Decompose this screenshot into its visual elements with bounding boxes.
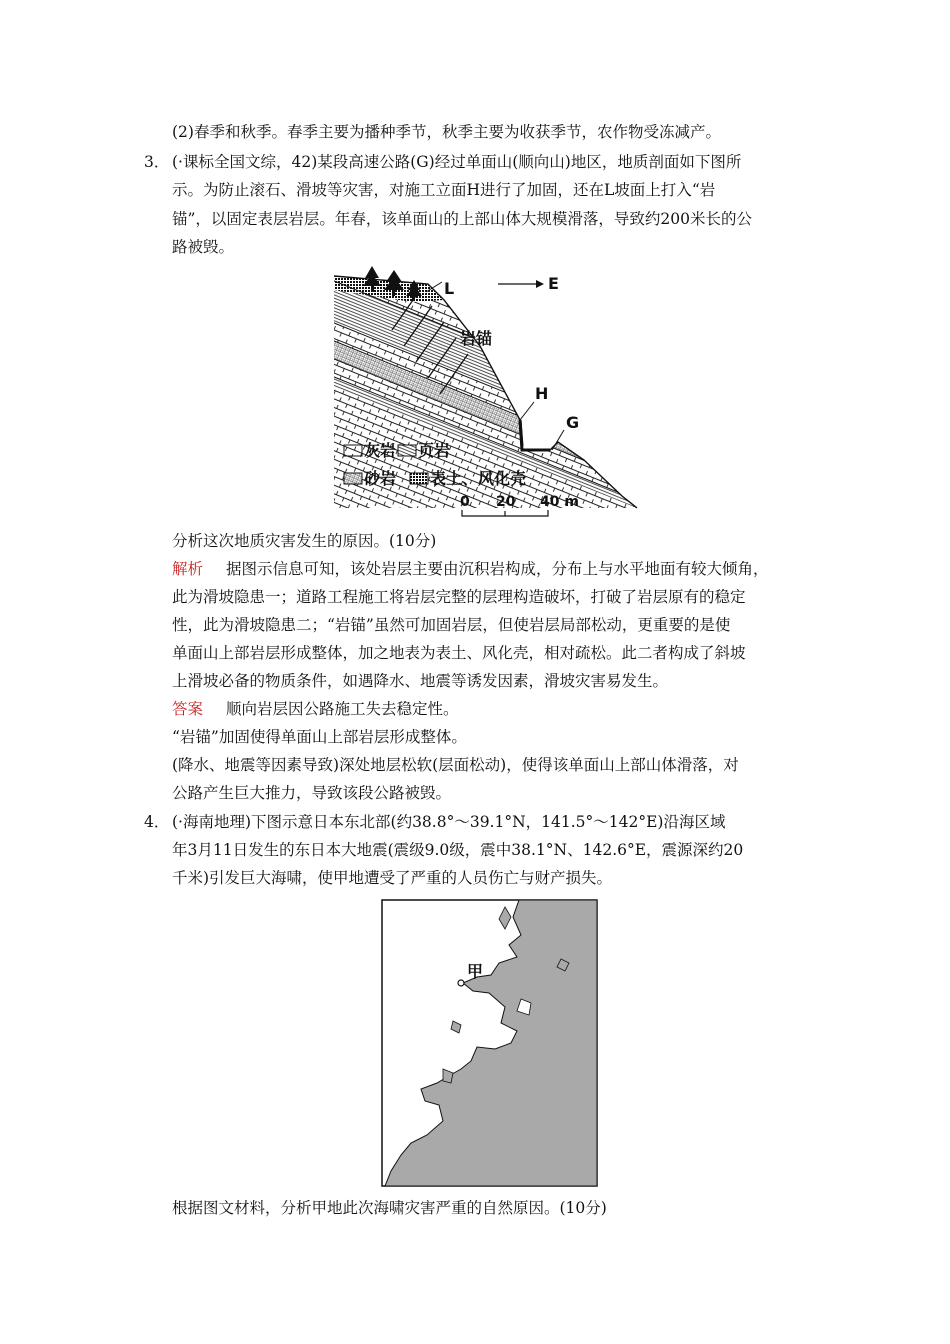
q4-line-1: (·海南地理)下图示意日本东北部(约38.8°～39.1°N，141.5°～142°E)沿海区域 [172, 813, 726, 831]
analysis-line-1: 据图示信息可知，该处岩层主要由沉积岩构成，分布上与水平地面有较大倾角， [226, 560, 769, 578]
answer-line-1: 顺向岩层因公路施工失去稳定性。 [226, 700, 459, 718]
q3-number: 3． [144, 153, 170, 171]
label-rock-anchor: 岩锚 [460, 329, 493, 348]
legend-sandstone: 砂岩 [364, 469, 397, 488]
analysis-line-2: 此为滑坡隐患一；道路工程施工将岩层完整的层理构造破坏，打破了岩层原有的稳定 [172, 588, 746, 606]
answer-line-4: 公路产生巨大推力，导致该段公路被毁。 [172, 784, 452, 802]
label-G: G [566, 413, 580, 432]
q4-question: 根据图文材料，分析甲地此次海啸灾害严重的自然原因。(10分) [172, 1199, 607, 1217]
q4-number: 4． [144, 813, 170, 831]
label-E: E [548, 274, 559, 293]
analysis-line-4: 单面山上部岩层形成整体，加之地表为表土、风化壳，相对疏松。此二者构成了斜坡 [172, 644, 746, 662]
scale-20: 20 [496, 494, 516, 510]
label-L: L [444, 279, 455, 298]
answer-label: 答案 [172, 700, 204, 718]
map-label-jia: 甲 [467, 962, 484, 981]
legend-topsoil: 表土、风化壳 [430, 469, 527, 488]
q3-line-2: 示。为防止滚石、滑坡等灾害，对施工立面H进行了加固，还在L坡面上打入“岩 [172, 181, 716, 199]
analysis-line-5: 上滑坡必备的物质条件，如遇降水、地震等诱发因素，滑坡灾害易发生。 [172, 672, 669, 690]
intro-line: (2)春季和秋季。春季主要为播种季节，秋季主要为收获季节，农作物受冻减产。 [172, 123, 721, 141]
geologic-profile-figure [332, 260, 652, 522]
q3-line-4: 路被毁。 [172, 238, 235, 256]
q4-line-3: 千米)引发巨大海啸，使甲地遭受了严重的人员伤亡与财产损失。 [172, 869, 613, 887]
analysis-line-3: 性，此为滑坡隐患二；“岩锚”虽然可加固岩层，但使岩层局部松动，更重要的是使 [172, 616, 731, 634]
q4-line-2: 年3月11日发生的东日本大地震(震级9.0级，震中38.1°N、142.6°E，震源深约20 [172, 841, 744, 859]
q3-line-1: (·课标全国文综，42)某段高速公路(G)经过单面山(顺向山)地区，地质剖面如下图所 [172, 153, 742, 171]
coastline-map [381, 899, 598, 1187]
label-H: H [535, 384, 549, 403]
scale-40m: 40 m [540, 494, 579, 510]
analysis-label: 解析 [172, 560, 204, 578]
answer-line-3: (降水、地震等因素导致)深处地层松软(层面松动)，使得该单面山上部山体滑落，对 [172, 756, 739, 774]
q3-question: 分析这次地质灾害发生的原因。(10分) [172, 532, 437, 550]
q3-line-3: 锚”，以固定表层岩层。年春，该单面山的上部山体大规模滑落，导致约200米长的公 [172, 210, 753, 228]
scale-0: 0 [460, 494, 470, 510]
legend-shale: 页岩 [418, 441, 451, 460]
legend-limestone: 灰岩 [364, 441, 397, 460]
answer-line-2: “岩锚”加固使得单面山上部岩层形成整体。 [172, 728, 467, 746]
